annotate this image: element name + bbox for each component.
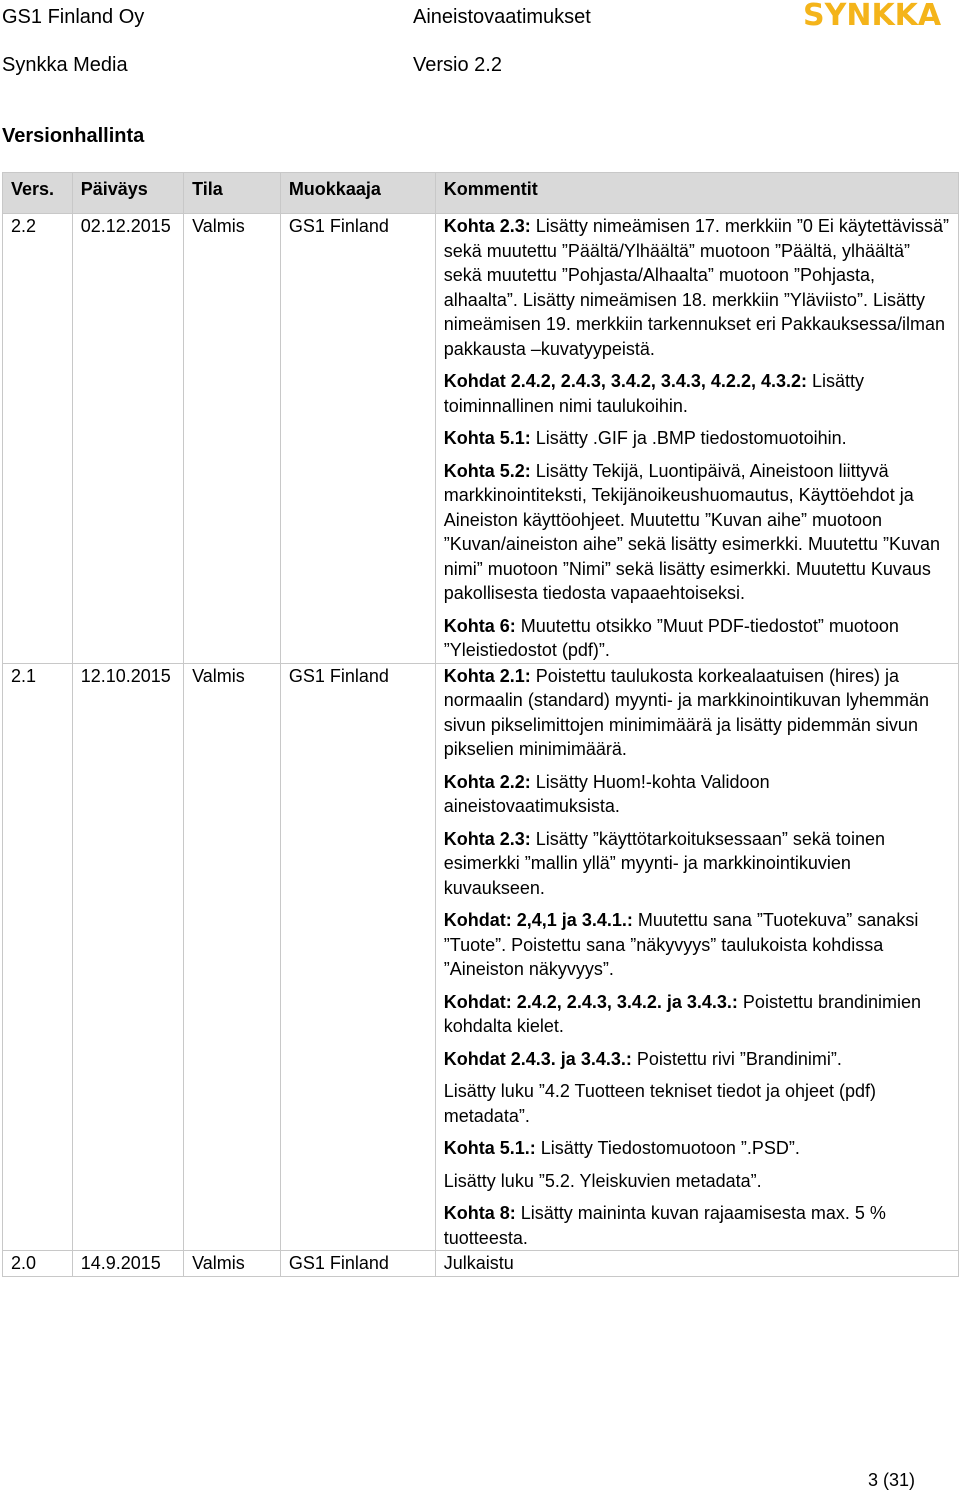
cell-editor: GS1 Finland xyxy=(280,214,435,664)
comment-paragraph xyxy=(444,908,950,982)
comment-section-ref: Kohta 5.1.: xyxy=(443,1138,536,1158)
comment-section-ref: Kohdat 2.4.2, 2.4.3, 3.4.2, 3.4.3, 4.2.2, 4.3.2: xyxy=(443,371,807,391)
column-header: Muokkaaja xyxy=(280,173,435,214)
comment-section-ref: Kohta 5.2: xyxy=(443,460,531,481)
comment-text: Lisätty Huom!-kohta Validoon aineistovaatimuksista. xyxy=(443,771,770,816)
page-number: 3 (31) xyxy=(868,1470,916,1490)
comment-paragraph xyxy=(444,1169,950,1194)
cell-comments xyxy=(435,1251,958,1277)
comment-section-ref: Kohta 2.3: xyxy=(443,828,531,849)
comment-text: Lisätty luku ”4.2 Tuotteen tekniset tiedot ja ohjeet (pdf) metadata”. xyxy=(443,1081,877,1126)
column-header: Vers. xyxy=(3,173,73,214)
comment-text: Muutettu otsikko ”Muut PDF-tiedostot” muotoon ”Yleistiedostot (pdf)”. xyxy=(443,615,899,660)
comment-section-ref: Kohta 8: xyxy=(443,1203,516,1223)
section-title: Versionhallinta xyxy=(2,125,145,147)
cell-vers: 2.2 xyxy=(3,214,73,664)
cell-date: 14.9.2015 xyxy=(72,1251,183,1277)
comment-paragraph xyxy=(444,990,950,1039)
column-header: Päiväys xyxy=(72,173,183,214)
comment-paragraph xyxy=(444,1201,950,1250)
comment-section-ref: Kohta 2.3: xyxy=(443,216,531,236)
comment-section-ref: Kohdat: 2,4,1 ja 3.4.1.: xyxy=(443,910,633,930)
cell-comments xyxy=(435,663,958,1251)
comment-paragraph xyxy=(444,426,950,451)
cell-status: Valmis xyxy=(184,214,281,664)
comment-text: Lisätty Tiedostomuotoon ”.PSD”. xyxy=(535,1138,800,1158)
comment-text: Lisätty Tekijä, Luontipäivä, Aineistoon liittyvä markkinointiteksti, Tekijänoikeushuomautus, Käyttöehdot ja Aineiston käyttöohjeet. Muutettu ”Kuvan aihe” muotoon ”Kuvan/aineiston aihe” sekä lisätty esimerkki. Muutettu ”Kuvan nimi” muotoon ”Nimi” sekä lisätty esimerkki. Muutettu Kuvaus pakollisesta tiedosta vapaaehtoiseksi. xyxy=(443,460,941,603)
comment-text: Muutettu sana ”Tuotekuva” sanaksi ”Tuote”. Poistettu sana ”näkyvyys” taulukoista kohdissa ”Aineiston näkyvyys”. xyxy=(443,910,919,979)
cell-status: Valmis xyxy=(184,663,281,1251)
comment-paragraph xyxy=(444,1047,950,1072)
comment-section-ref: Kohta 5.1: xyxy=(443,428,531,448)
comment-paragraph xyxy=(444,614,950,663)
comment-section-ref: Kohta 2.1: xyxy=(443,665,531,686)
synkka-logo: SYNKKA xyxy=(803,0,942,33)
column-header: Kommentit xyxy=(435,173,958,214)
table-header-row xyxy=(3,173,959,214)
comment-section-ref: Kohdat 2.4.3. ja 3.4.3.: xyxy=(443,1048,632,1069)
cell-date: 02.12.2015 xyxy=(72,214,183,664)
table-row xyxy=(3,214,959,664)
comment-paragraph xyxy=(444,1079,950,1128)
comment-text: Poistettu taulukosta korkealaatuisen (hires) ja normaalin (standard) myynti- ja markkinointikuvan lyhemmän sivun pikselimittojen minimimäärä ja lisätty pidemmän sivun pikselien minimimäärä. xyxy=(443,665,929,759)
cell-date: 12.10.2015 xyxy=(72,663,183,1251)
cell-editor: GS1 Finland xyxy=(280,663,435,1251)
comment-paragraph xyxy=(444,459,950,606)
comment-paragraph xyxy=(444,827,950,901)
table-body xyxy=(3,214,959,1277)
comment-text: Lisätty luku ”5.2. Yleiskuvien metadata”. xyxy=(443,1170,762,1191)
comment-paragraph xyxy=(444,1136,950,1161)
comment-text: Lisätty maininta kuvan rajaamisesta max. 5 % tuotteesta. xyxy=(443,1203,886,1248)
comment-paragraph xyxy=(444,1251,950,1276)
version-history-table xyxy=(2,172,959,1277)
comment-text: Lisätty toiminnallinen nimi taulukoihin. xyxy=(443,371,865,416)
comment-section-ref: Kohta 2.2: xyxy=(443,771,531,792)
comment-text: Poistettu brandinimien kohdalta kielet. xyxy=(443,991,922,1036)
table-row xyxy=(3,1251,959,1277)
cell-comments xyxy=(435,214,958,664)
cell-editor: GS1 Finland xyxy=(280,1251,435,1277)
comment-paragraph xyxy=(444,664,950,762)
comment-paragraph xyxy=(444,369,950,418)
comment-text: Lisätty ”käyttötarkoituksessaan” sekä toinen esimerkki ”mallin yllä” myynti- ja markkinointikuvien kuvaukseen. xyxy=(443,828,885,898)
company-name: GS1 Finland Oy xyxy=(2,6,145,28)
comment-text: Lisätty nimeämisen 17. merkkiin ”0 Ei käytettävissä” sekä muutettu ”Päältä/Ylhäältä” muotoon ”Päältä, ylhäältä” sekä muutettu ”Pohjasta/Alhaalta” muotoon ”Pohjasta, alhaalta”. Lisätty nimeämisen 18. merkkiin ”Yläviisto”. Lisätty nimeämisen 19. merkkiin tarkennukset eri Pakkauksessa/ilman pakkausta –kuvatyypeistä. xyxy=(443,216,949,359)
table-row xyxy=(3,663,959,1251)
comment-text: Poistettu rivi ”Brandinimi”. xyxy=(631,1048,842,1069)
comment-paragraph xyxy=(444,214,950,361)
document-version: Versio 2.2 xyxy=(413,54,502,76)
cell-status: Valmis xyxy=(184,1251,281,1277)
column-header: Tila xyxy=(184,173,281,214)
department-name: Synkka Media xyxy=(2,54,128,76)
comment-text: Julkaistu xyxy=(443,1253,514,1273)
comment-section-ref: Kohta 6: xyxy=(443,615,516,636)
document-title: Aineistovaatimukset xyxy=(413,6,591,28)
cell-vers: 2.1 xyxy=(3,663,73,1251)
comment-section-ref: Kohdat: 2.4.2, 2.4.3, 3.4.2. ja 3.4.3.: xyxy=(443,991,738,1012)
comment-text: Lisätty .GIF ja .BMP tiedostomuotoihin. xyxy=(530,428,847,448)
cell-vers: 2.0 xyxy=(3,1251,73,1277)
comment-paragraph xyxy=(444,770,950,819)
